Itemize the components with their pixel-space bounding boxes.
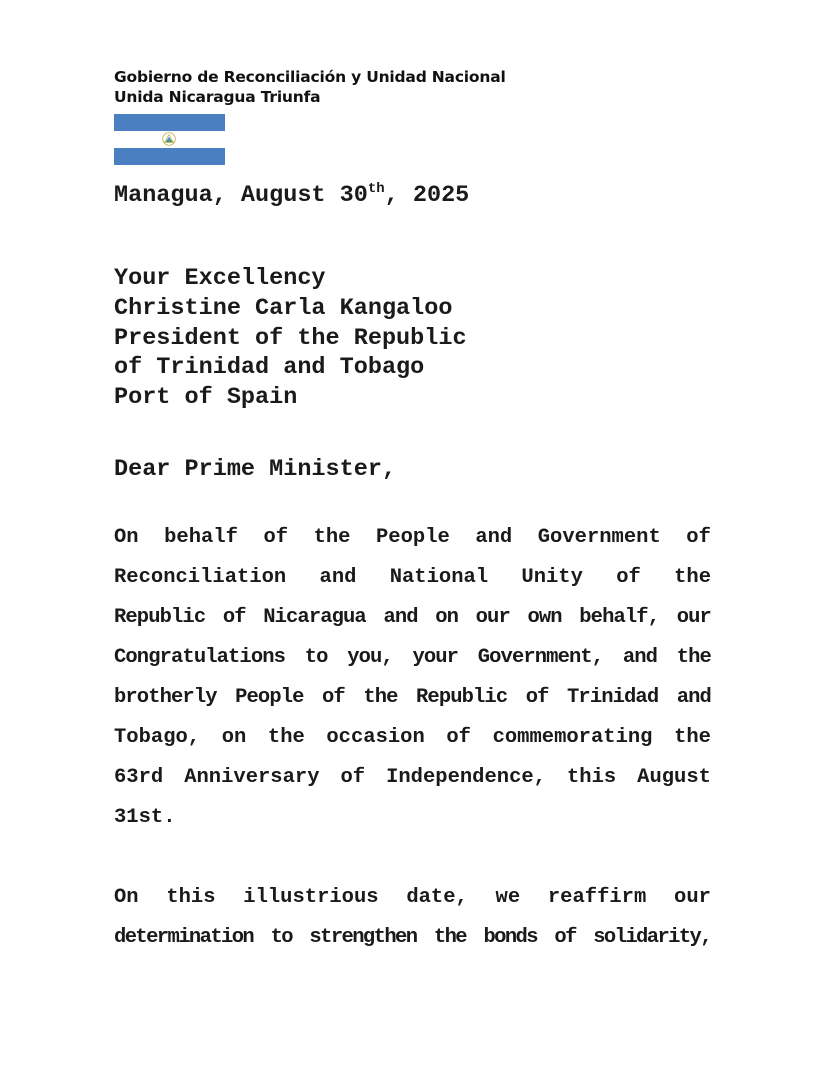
text-line: [114, 718, 711, 758]
word: you,: [347, 646, 393, 669]
address-line: of Trinidad and Tobago: [114, 354, 425, 382]
word: bonds: [483, 926, 537, 949]
address-line: Christine Carla Kangaloo: [114, 294, 453, 322]
word: the: [363, 686, 398, 709]
text-line: [114, 598, 711, 638]
word: the: [433, 926, 466, 949]
nicaragua-flag-icon: [114, 114, 225, 165]
salutation: Dear Prime Minister,: [114, 456, 397, 483]
letter-date: [114, 182, 469, 210]
word: commemorating: [492, 726, 653, 749]
text-line: [114, 678, 711, 718]
word: this: [566, 766, 617, 789]
address-line: Port of Spain: [114, 384, 298, 412]
recipient-address: [114, 264, 467, 413]
word: of: [263, 526, 289, 549]
word: your: [412, 646, 459, 669]
body-paragraph-1: [114, 518, 711, 838]
word: Tobago,: [114, 726, 201, 749]
coat-of-arms-icon: [162, 132, 176, 146]
word: Reconciliation: [114, 566, 287, 589]
word: 31st.: [114, 806, 176, 829]
word: the: [313, 526, 351, 549]
word: our: [674, 886, 711, 909]
address-line: Your Excellency: [114, 265, 326, 292]
date-prefix: Managua, August 30: [114, 182, 368, 209]
word: Republic: [114, 606, 206, 629]
word: Nicaragua: [263, 606, 366, 629]
government-slogan: Unida Nicaragua Triunfa: [114, 88, 321, 106]
flag-bottom-stripe: [114, 148, 225, 165]
word: Government,: [477, 646, 604, 669]
word: the: [674, 726, 711, 749]
word: our: [475, 606, 510, 629]
text-line: [114, 758, 711, 798]
word: People: [235, 686, 304, 709]
word: to: [270, 926, 292, 949]
word: and: [475, 526, 513, 549]
word: the: [267, 726, 305, 749]
word: 63rd: [114, 766, 164, 789]
text-line: [114, 878, 711, 918]
word: On: [114, 886, 139, 909]
body-paragraph-2: [114, 878, 711, 958]
word: and: [319, 566, 357, 589]
word: determination: [114, 926, 254, 949]
word: on: [435, 606, 459, 629]
word: Trinidad: [567, 686, 659, 709]
government-name: Gobierno de Reconciliación y Unidad Nacional: [114, 68, 506, 86]
word: Government: [537, 526, 661, 549]
word: of: [222, 606, 246, 629]
word: behalf,: [579, 606, 660, 629]
word: on: [221, 726, 247, 749]
word: Republic: [416, 686, 508, 709]
word: Congratulations: [114, 646, 286, 669]
word: Unity: [521, 566, 583, 589]
word: Anniversary: [184, 766, 320, 789]
word: behalf: [164, 526, 238, 549]
word: date,: [406, 886, 468, 909]
word: of: [446, 726, 471, 749]
text-line: [114, 558, 711, 598]
address-line: President of the Republic: [114, 324, 467, 352]
word: we: [495, 886, 521, 909]
word: of: [686, 526, 711, 549]
text-line: [114, 638, 711, 678]
text-line: [114, 518, 711, 558]
word: of: [340, 766, 366, 789]
word: brotherly: [114, 686, 217, 709]
word: the: [674, 566, 711, 589]
text-line: [114, 798, 711, 838]
word: to: [304, 646, 328, 669]
word: of: [322, 686, 345, 709]
word: illustrious: [243, 886, 379, 909]
flag-top-stripe: [114, 114, 225, 131]
word: strengthen: [309, 926, 417, 949]
text-line: [114, 918, 711, 958]
word: and: [622, 646, 658, 669]
word: On: [114, 526, 139, 549]
date-ordinal: th: [367, 181, 385, 197]
word: and: [383, 606, 418, 629]
word: of: [525, 686, 549, 709]
word: National: [389, 566, 489, 589]
letterhead: [114, 67, 506, 107]
word: of: [554, 926, 576, 949]
word: this: [166, 886, 216, 909]
word: solidarity,: [593, 926, 711, 949]
word: People: [376, 526, 450, 549]
word: occasion: [326, 726, 425, 749]
word: reaffirm: [547, 886, 647, 909]
word: our: [676, 606, 711, 629]
word: and: [676, 686, 711, 709]
word: the: [676, 646, 711, 669]
word: of: [616, 566, 641, 589]
word: Independence,: [386, 766, 546, 789]
date-suffix: , 2025: [384, 182, 470, 209]
word: own: [527, 606, 562, 629]
word: August: [637, 766, 711, 789]
